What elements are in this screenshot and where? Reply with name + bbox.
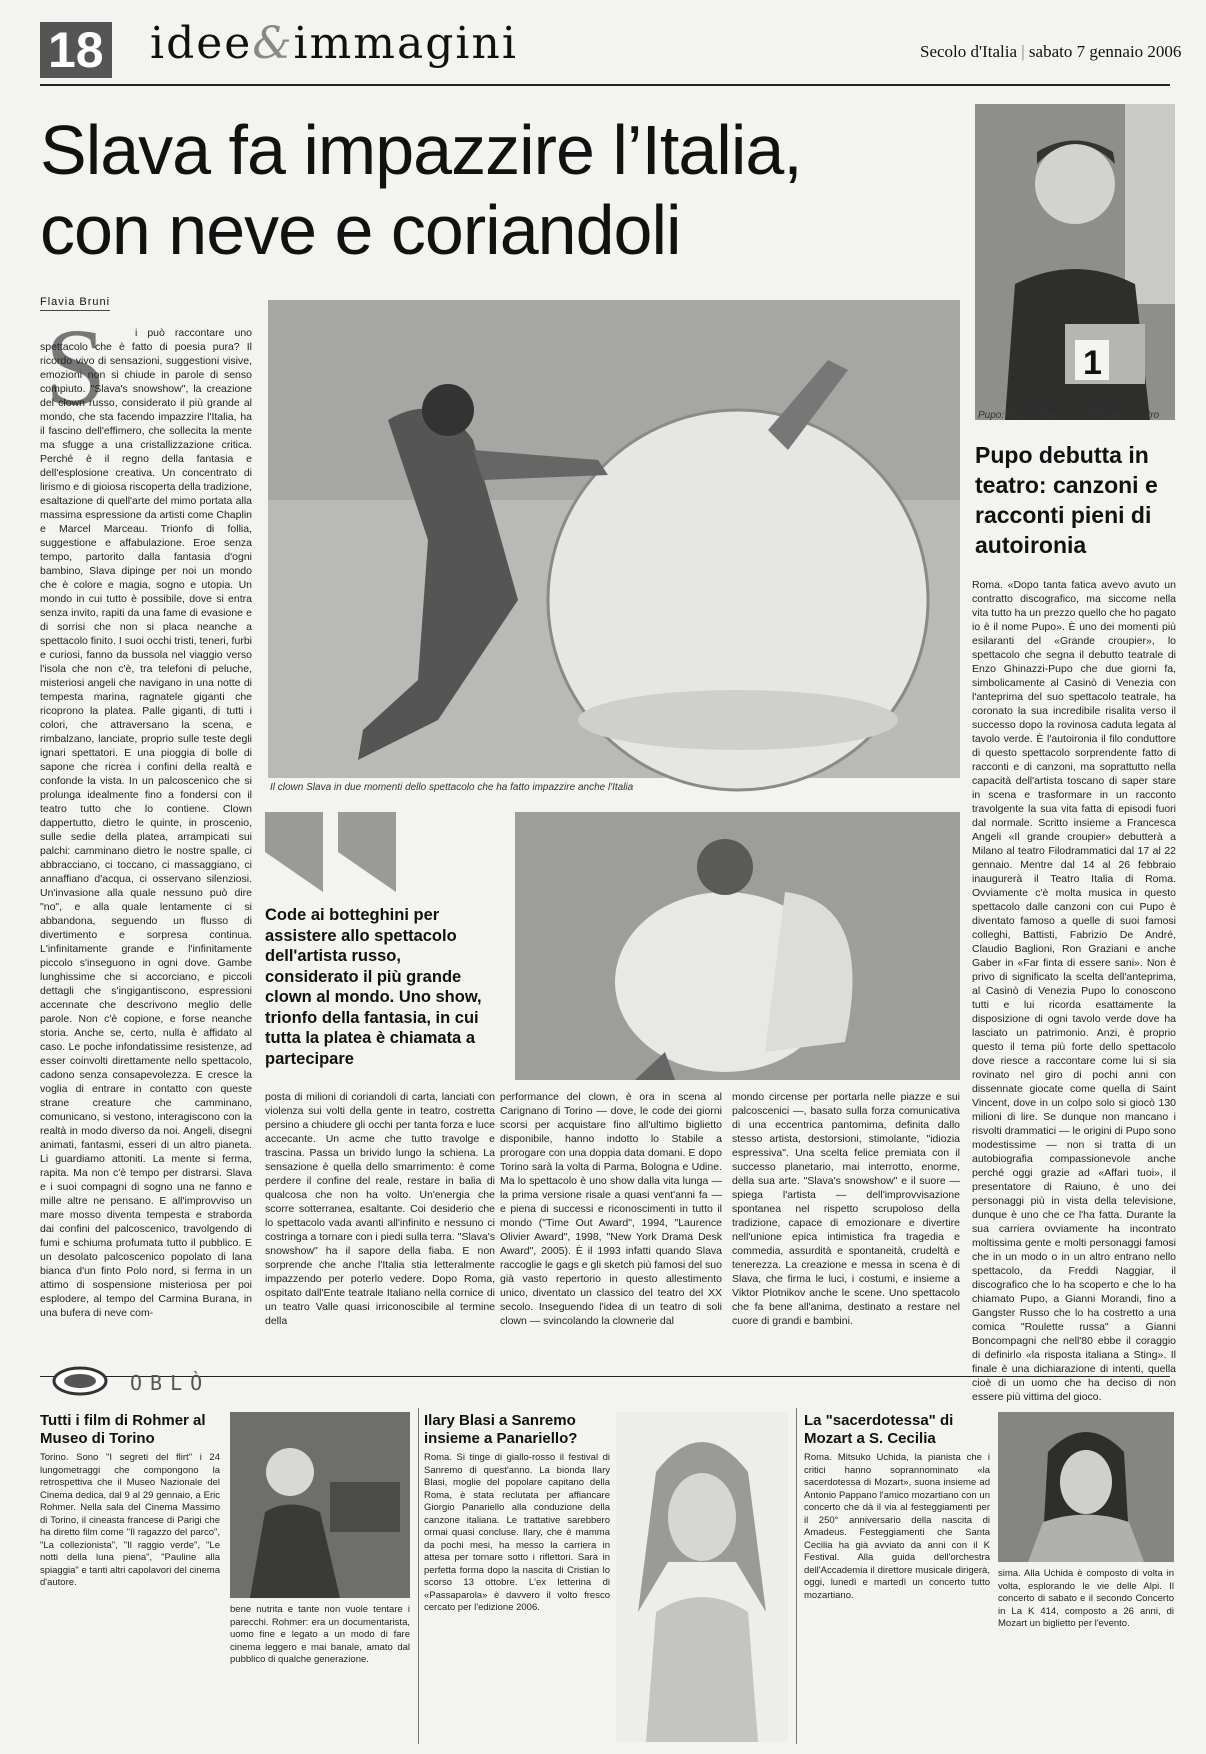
article-column-4: mondo circense per portarla nelle piazze e sui palcoscenici —, basato sulla forza comunicativa di una eccentrica pantomima, definita dallo stesso artista, destorsioni, stimolante, "idiozia espressiva". Una scelta felice premiata con il successo planetario, mai interrotto, enorme, della sua arte. "Slava's snowshow" e il suore — spiega l'artista — dell'improvvisazione spontanea nel rispetto scrupoloso della tradizione, capace di emozionare e divertire nell'unione epica intimistica fra tragedia e commedia, assurdità e spontaneità, crudeltà e tenerezza. La creazione e messa in scena è di Slava, che firma le luci, i costumi, e insieme a Viktor Plotnikov anche le scene. Uno spettacolo che fa bene all'anima, destinato a restare nel cuore di grandi e bambini. bbox=[732, 1091, 960, 1327]
photo-rohmer bbox=[230, 1412, 410, 1598]
photo-slava-snowball-image bbox=[268, 300, 960, 778]
brief-1-text: Torino. Sono "I segreti del flirt" i 24 lungometraggi che compongono la retrospettiva che il Museo Nazionale del Cinema dedica, dal 9 al 29 gennaio, a Eric Rohmer. Nella sala del Cinema Massimo di Torino, il cineasta francese di Parigi che ha diretto film come "Il ragazzo del parco", "La collezionista", "Il raggio verde", "Le notti della luna piena", "Pauline alla spiaggia" e tanti altri capolavori del cinema d'autore. bbox=[40, 1452, 220, 1588]
headline-line-1: Slava fa impazzire l’Italia, bbox=[40, 111, 802, 189]
quote-mark-icon bbox=[338, 812, 398, 892]
photo-mitsuko-uchida-image bbox=[998, 1412, 1174, 1562]
brief-3-headline: La "sacerdotessa" di Mozart a S. Cecilia bbox=[804, 1412, 954, 1447]
brief-2-headline: Ilary Blasi a Sanremo insieme a Panariello? bbox=[424, 1412, 578, 1447]
section-title-part1: idee bbox=[150, 18, 253, 69]
issue-date: sabato 7 gennaio 2006 bbox=[1028, 42, 1182, 61]
photo-mitsuko-uchida bbox=[998, 1412, 1174, 1562]
photo-slava-portrait bbox=[515, 812, 960, 1080]
photo-slava-snowball bbox=[268, 300, 960, 778]
article-deck: Code ai botteghini per assistere allo spettacolo dell'artista russo, considerato il più grande clown al mondo. Uno show, trionfo della fantasia, in cui tutta la platea è chiamata a partecipare bbox=[265, 906, 482, 1068]
headline-line-2: con neve e coriandoli bbox=[40, 191, 681, 269]
brief-3-text-cont: sima. Alla Uchida è composto di volta in volta, esplorando le vie delle Alpi. Il concerto di sabato e il secondo Concerto in La K 414, composto a 26 anni, di Mozart un biglietto per l'evento. bbox=[998, 1568, 1174, 1629]
sidebar-photo-caption: Pupo: dopo "Affari tuoi", debutta in teatro bbox=[978, 410, 1160, 421]
dropcap: S bbox=[45, 306, 107, 428]
photo-slava-portrait-image bbox=[515, 812, 960, 1080]
article-column-2: posta di milioni di coriandoli di carta, lanciati con violenza sui volti della gente in teatro, costretta persino a chiudere gli occhi per tanta forza e luce accecante. Un acme che tutto travolge e trascina. Passa un brivido lungo la schiena. La sensazione è quella dello smarrimento: è come perdere il confine del reale, restare in balia di qualcosa che non ha volto. Un'energia che scorre sotterranea, esaltante. Coi desiderio che lo spettacolo vada avanti all'infinito e nessuno ci costringa a tornare con i piedi sulla terra. "Slava's snowshow" ha il sapore della fiaba. E non sorprende che anche l'Italia stia letteralmente impazzendo per poterlo vedere. Dopo Roma, ospitato dall'Ente teatrale Italiano nella cornice di un teatro Valle quasi irriconoscibile al termine della bbox=[265, 1091, 495, 1327]
article-column-3: performance del clown, è ora in scena al Carignano di Torino — dove, le code dei giorni scorsi per acquistare fino all'ultimo biglietto disponibile, hanno indotto lo Stabile a prorogare con una doppia data domani. E dopo Torino sarà la volta di Parma, Bologna e Udine. Ma lo spettacolo è uno show dalla vita lunga — la prima versione risale a quasi vent'anni fa — e piena di successi e riconoscimenti in tutto il mondo ("Time Out Award", 1994, "Laurence Olivier Award", 1998, "New York Drama Desk Award", 2005). È il 1993 infatti quando Slava raccoglie le gags e gli sketch più famosi del suo già vasto repertorio in questo allestimento unico, diventato un classico del teatro del XX secolo. Inseguendo l'idea di un teatro di soli clown — svincolando la clownerie dal bbox=[500, 1091, 722, 1327]
section-title bbox=[150, 18, 518, 69]
sidebar-text: Roma. «Dopo tanta fatica avevo avuto un contratto discografico, ma siccome nella vita tutto ha un prezzo quello che ho pagato io è il nome Pupo». È uno dei momenti più esilaranti del «Grande croupier», lo spettacolo che segna il debutto teatrale di Enzo Ghinazzi-Pupo che due giorni fa, simbolicamente al Casinò di Venezia con l'anteprima del suo spettacolo teatrale, ha coronato la sua incredibile risalita verso il successo dopo la rovinosa caduta legata al tavolo verde. È l'autoironia il filo conduttore di questo spettacolo sorprendente fatto di racconti e di canzoni, ma soprattutto nella capacità dell'artista toscano di saper stare in scena e trasformare in un racconto travolgente la sua vita fatta di episodi fuori dal normale. Scritto insieme a Francesca Angeli «Il grande croupier» debutterà a Milano al teatro Filodrammatici dal 17 al 22 gennaio. Mentre dal 14 al 26 febbraio inaugurerà il Teatro Italia di Roma. Ovviamente c'è molta musica in questo spettacolo dalle canzoni con cui Pupo è diventato famoso a quelle di suoi famosi colleghi, Battisti, Fabrizio De André, Claudio Baglioni, Ron Graziani e anche Gaber in «Far finta di essere sani». Non è privo di significato la scelta dell'anteprima, al Casinò di Venezia Pupo lo conoscono tutti e lui ricorda esattamente la disposizione di ogni tavolo verde dove ha lasciato un patrimonio. Anzi, è proprio questo il tema più forte dello spettacolo dove riesce a raccontare come lui si sia rovinato nel giro di pochi anni con dissennate giocate come quella di Saint Vincent, dove in un colpo solo si giocò 130 milioni di lire. Se dunque non mancano i risvolti drammatici — le origini di Pupo sono modestissime — non si tratta di un autobiografia compassionevole anche perché oggi grazie ad «Affari tuoi», il presentatore di Raiuno, è uno dei personaggi più in vista della televisione, dunque è uno che ce l'ha fatta. Durante la sua carriera ovviamente ha incontrato moltissima gente e molti personaggi famosi che in un modo o in un altro entrano nello spettacolo, da Freddi Naggiar, il discografico che lo ha scoperto e che lo ha chiamato Pupo, a Gianni Morandi, fino a Gangster Russo che lo ha costretto a una comica "Roulette russa" a Gianni Boncompagni che nell'80 ebbe il coraggio di definirlo «la risposta italiana a Sting». Il finale è una dichiarazione di intenti, quella cioè di un uomo che ha deciso di non essere più vittima del gioco. bbox=[972, 579, 1176, 1403]
photo-caption: Il clown Slava in due momenti dello spettacolo che ha fatto impazzire anche l'Italia bbox=[270, 782, 634, 793]
section-title-part2: immagini bbox=[293, 18, 518, 69]
oblo-label: OBLÒ bbox=[130, 1371, 211, 1395]
deck-quote-mark-right bbox=[338, 812, 398, 892]
brief-3-text: Roma. Mitsuko Uchida, la pianista che i critici hanno soprannominato «la sacerdotessa di Mozart», suona insieme ad Antonio Pappano l'amico mozartiano con un concerto che dà il via al festeggiamenti per il 250° anniversario della nascita di Amadeus. Festeggiamenti che Santa Cecilia ha già avviato da anni con il K Festival. Alla guida dell'orchestra dell'Accademia il direttore musicale dirigerà, oggi, lunedì e martedì un concerto tutto mozartiano. bbox=[804, 1452, 990, 1601]
photo-ilary-blasi-image bbox=[616, 1412, 788, 1742]
photo-ilary-blasi bbox=[616, 1412, 788, 1742]
photo-rohmer-image bbox=[230, 1412, 410, 1598]
photo-pupo-image bbox=[975, 104, 1175, 420]
sidebar-headline: Pupo debutta in teatro: canzoni e racconti pieni di autoironia bbox=[975, 442, 1158, 558]
oblo-logo-icon bbox=[50, 1366, 120, 1396]
newspaper-name: Secolo d'Italia bbox=[920, 42, 1018, 61]
section-title-amp: & bbox=[252, 18, 294, 69]
quote-mark-icon bbox=[265, 812, 325, 892]
column-separator bbox=[796, 1408, 797, 1744]
column-separator bbox=[418, 1408, 419, 1744]
deck-quote-mark-left bbox=[265, 812, 325, 892]
brief-1-headline: Tutti i film di Rohmer al Museo di Torino bbox=[40, 1412, 206, 1447]
porthole-icon bbox=[50, 1366, 120, 1396]
svg-text:1: 1 bbox=[1083, 344, 1102, 382]
photo-pupo bbox=[975, 104, 1175, 420]
masthead-rule bbox=[40, 84, 1170, 86]
paper-info: Secolo d'Italia | sabato 7 gennaio 2006 bbox=[920, 42, 1182, 61]
page-number: 18 bbox=[40, 22, 112, 78]
brief-2-text: Roma. Si tinge di giallo-rosso il festival di Sanremo di quest'anno. La bionda Ilary Blasi, moglie del popolare capitano della Roma, è stata reclutata per affiancare Giorgio Panariello alla conduzione della canzone italiana. Le trattative sarebbero ormai quasi concluse. Ilary, che è mamma da pochi mesi, ha messo la carriera in attesa per tornare sotto i riflettori. Sarà in perfetta forma dopo la nascita di Cristian lo scorso 13 ottobre. L'ex letterina di «Passaparola» è davvero il volto fresco cercato per l'edizione 2006. bbox=[424, 1452, 610, 1613]
brief-1-text-cont: bene nutrita e tante non vuole tentare i parecchi. Rohmer: era un documentarista, uomo fine e legato a un modo di fare cinema leggero e mai banale, amato dal pubblico di qualche generazione. bbox=[230, 1604, 410, 1665]
main-headline bbox=[40, 110, 970, 270]
byline: Flavia Bruni bbox=[40, 296, 110, 311]
article-column-1: i può raccontare uno spettacolo che è fatto di poesia pura? Il ricordo vivo di sensazioni, suggestioni visive, emozioni non si chiude in parole di senso compiuto. "Slava's snowshow", la creazione del clown russo, considerato il più grande al mondo, che sta facendo impazzire l'Italia, ha il fascino dell'effimero, che sollecita la mente ma sfugge a una cristallizzazione critica. Perché è il regno della fantasia e dell'esplosione creativa. Un concentrato di lirismo e di gioiosa riscoperta della tradizione, esaltazione di quell'arte del mimo portata alla massima espressione da artisti come Chaplin e Marcel Marceau. Trionfo di follia, suggestione e affabulazione. Eroe senza tempo, partorito dalla fantasia d'ogni bambino, Slava dipinge per noi un mondo che è colore e magia, sogno e utopia. Un mondo in cui tutto è possibile, dove si entra senza invito, rapiti da una fame di evasione e di sorrisi che non si placa neanche a spettacolo finito. I suoi occhi tristi, teneri, furbi e curiosi, fanno da bussola nel viaggio verso l'isola che non c'è, tra telefoni di peluche, misteriosi angeli che navigano in una notte di tempesta marina, ragnatele giganti che ricoprono la platea. Palle giganti, di tutti i colori, che attraversano la scena, e rimbalzano, lanciate, proprio sulle teste degli ignari spettatori. E una pioggia di bolle di sapone che ricrea i confini della realtà e confonde la vista. In un palcoscenico che si prolunga idealmente fino a fondersi con il teatro tutto che lo contiene. Clown dappertutto, dietro le quinte, in proscenio, sulle sedie della platea, arrampicati sui palchi: camminano dietro le nostre spalle, ci abbracciano, ci toccano, ci massaggiano, ci annaffiano d'acqua, ci osservano silenziosi. Un'invasione alla quale nessuno può dire "no", e alla quale lentamente ci si abbandona, seguendo un flusso di divertimento e sorpresa continua. L'infinitamente grande e l'infinitamente piccolo s'inseguono in ogni dove. Gambe lunghissime che si accorciano, e piccoli dettagli che s'ingigantiscono, espressioni accennate che descrivono meglio delle parole. Non c'è copione, e forse neanche storia. Anche se, certo, nulla è affidato al caso. Le poche infondatissime resistenze, ad esser coinvolti direttamente nello spettacolo, cadono senza consapevolezza. E cresce la voglia di entrare in contatto con queste strane creature che camminano, comunicano, si vestono, interagiscono con la realtà in modo diverso da noi. Angeli, disegni animati, fantasmi, esseri di un altro pianeta. Li guardiamo attoniti. La mente si ferma, rapita. Ma non c'è tempo per distrarsi. Slava e i suoi compagni di sogno una ne fanno e mille altre ne pensano. E all'improvviso un mare mosso diventa tempesta e straborda dai confini del palcoscenico, travolgendo di fumi e schiuma profumata tutto il pubblico. E un desolato palcoscenico popolato di lana bianca d'un finto Polo nord, si ferma in un attimo di sospensione misteriosa per poi esplodere, al tempo del Carmina Burana, in una bufera di neve com- bbox=[40, 327, 252, 1319]
